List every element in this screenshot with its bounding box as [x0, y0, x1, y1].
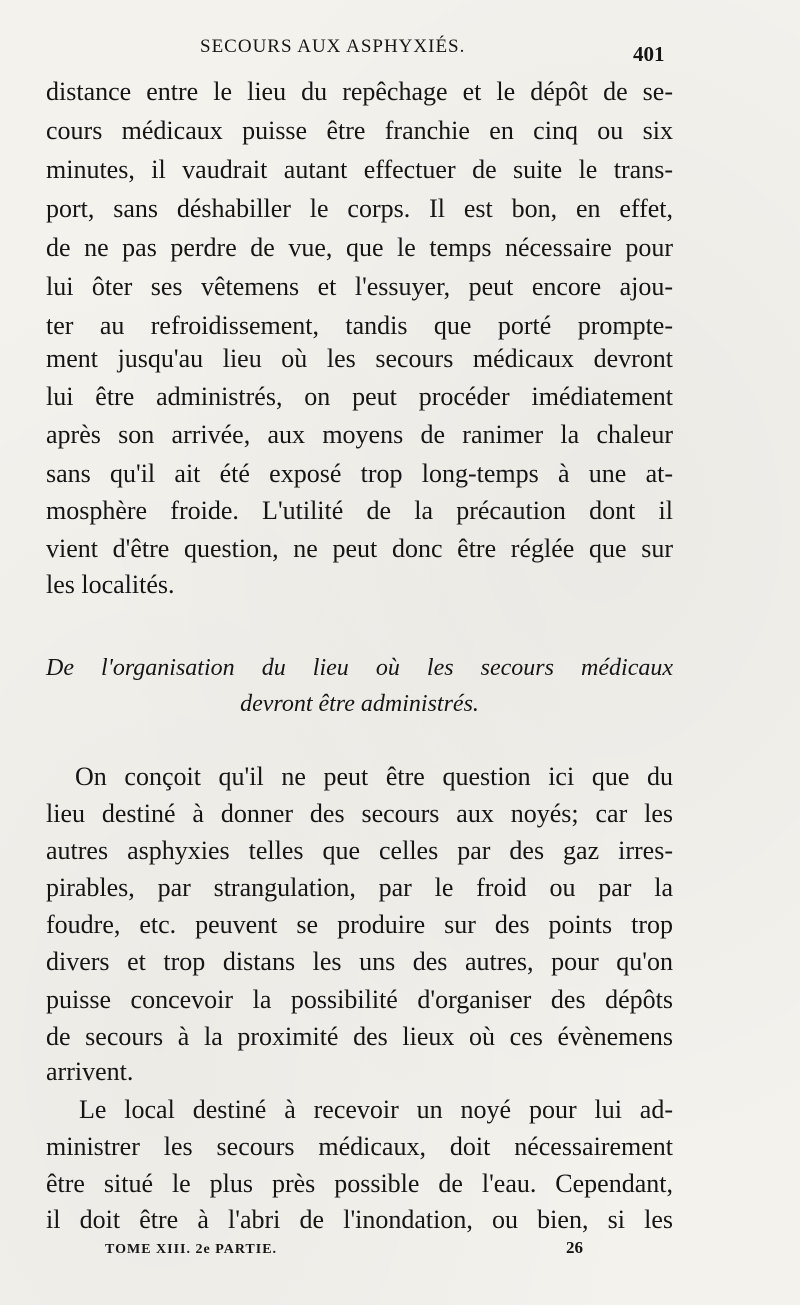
text-line: mosphère froide. L'utilité de la précaution dont il [46, 496, 673, 525]
text-line: lieu destiné à donner des secours aux noyés; car les [46, 799, 673, 828]
text-line: sans qu'il ait été exposé trop long-temps à une at- [46, 459, 673, 488]
text-line: foudre, etc. peuvent se produire sur des points trop [46, 910, 673, 939]
text-line: divers et trop distans les uns des autres, pour qu'on [46, 947, 673, 976]
text-line: On conçoit qu'il ne peut être question ici que du [75, 762, 673, 791]
text-line: minutes, il vaudrait autant effectuer de suite le trans- [46, 155, 673, 184]
running-title: SECOURS AUX ASPHYXIÉS. [200, 36, 466, 57]
text-line: distance entre le lieu du repêchage et le dépôt de se- [46, 77, 673, 106]
text-line: les localités. [46, 570, 175, 599]
text-line: ment jusqu'au lieu où les secours médicaux devront [46, 344, 673, 373]
text-line: de ne pas perdre de vue, que le temps nécessaire pour [46, 233, 673, 262]
text-line: être situé le plus près possible de l'eau. Cependant, [46, 1169, 673, 1198]
text-line: lui ôter ses vêtemens et l'essuyer, peut encore ajou- [46, 272, 673, 301]
text-line: pirables, par strangulation, par le froid ou par la [46, 873, 673, 902]
text-line: après son arrivée, aux moyens de ranimer la chaleur [46, 420, 673, 449]
text-line: port, sans déshabiller le corps. Il est bon, en effet, [46, 194, 673, 223]
text-line: Le local destiné à recevoir un noyé pour lui ad- [79, 1095, 673, 1124]
text-line: cours médicaux puisse être franchie en cinq ou six [46, 116, 673, 145]
text-line: ministrer les secours médicaux, doit nécessairement [46, 1132, 673, 1161]
volume-footer: TOME XIII. 2e PARTIE. [105, 1242, 278, 1257]
text-line: autres asphyxies telles que celles par des gaz irres- [46, 836, 673, 865]
text-line: ter au refroidissement, tandis que porté prompte- [46, 311, 673, 340]
text-line: il doit être à l'abri de l'inondation, ou bien, si les [46, 1205, 673, 1234]
text-line: arrivent. [46, 1057, 134, 1086]
signature-mark: 26 [566, 1238, 583, 1257]
text-line: de secours à la proximité des lieux où ces évènemens [46, 1022, 673, 1051]
text-line: puisse concevoir la possibilité d'organiser des dépôts [46, 985, 673, 1014]
text-line: lui être administrés, on peut procéder imédiatement [46, 382, 673, 411]
section-heading-line-2: devront être administrés. [240, 691, 479, 717]
text-line: vient d'être question, ne peut donc être réglée que sur [46, 534, 673, 563]
page-number: 401 [633, 42, 665, 66]
section-heading-line-1: De l'organisation du lieu où les secours médicaux [46, 655, 673, 681]
